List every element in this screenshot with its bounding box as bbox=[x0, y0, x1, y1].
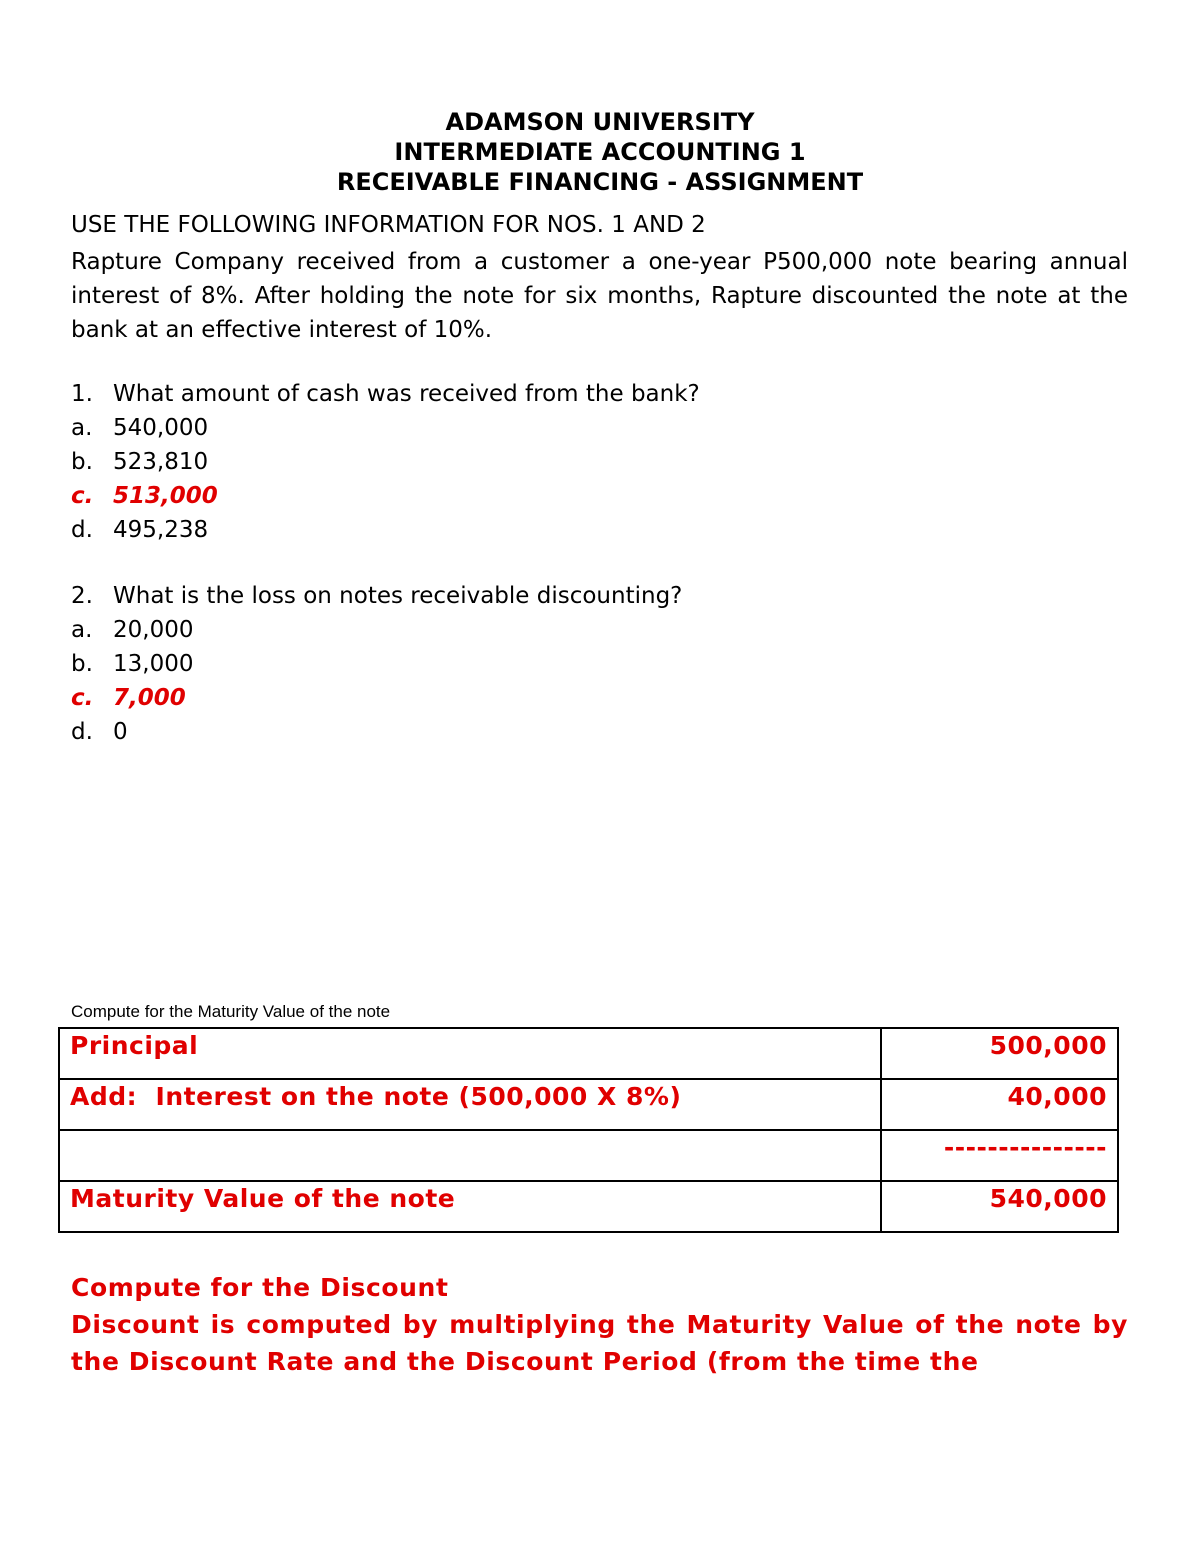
discount-text: Discount is computed by multiplying the Maturity Value of the note by the Discount Rate and the Discount Period (from the time the bbox=[71, 1310, 1128, 1376]
assignment-title: RECEIVABLE FINANCING - ASSIGNMENT bbox=[336, 168, 864, 196]
choice-value: 523,810 bbox=[113, 449, 209, 475]
discount-heading: Compute for the Discount bbox=[71, 1273, 449, 1302]
choice-b bbox=[71, 445, 1128, 479]
maturity-value-table bbox=[58, 1027, 1119, 1233]
university-name: ADAMSON UNIVERSITY bbox=[445, 108, 755, 136]
problem-paragraph: Rapture Company received from a customer a one-year P500,000 note bearing annual interest of 8%. After holding the note for six months, Rapture discounted the note at the bank at an effective interest of 10%. bbox=[71, 249, 1128, 343]
table-row bbox=[59, 1028, 1118, 1079]
question-1-stem bbox=[71, 377, 1128, 411]
choice-b bbox=[71, 647, 1128, 681]
table-row bbox=[59, 1079, 1118, 1130]
choice-value: 540,000 bbox=[113, 415, 209, 441]
row-label bbox=[59, 1130, 881, 1181]
instruction-text: USE THE FOLLOWING INFORMATION FOR NOS. 1 AND 2 bbox=[71, 212, 706, 238]
choice-value: 20,000 bbox=[113, 617, 194, 643]
question-number: 2. bbox=[71, 583, 93, 609]
question-1 bbox=[71, 377, 1128, 547]
discount-section bbox=[71, 1269, 1128, 1380]
row-value: --------------- bbox=[881, 1130, 1118, 1181]
choice-letter: c. bbox=[71, 483, 94, 509]
choice-d bbox=[71, 513, 1128, 547]
choice-c-answer bbox=[71, 479, 1128, 513]
row-label: Maturity Value of the note bbox=[59, 1181, 881, 1232]
choice-c-answer bbox=[71, 681, 1128, 715]
choice-a bbox=[71, 613, 1128, 647]
table-row bbox=[59, 1181, 1118, 1232]
row-label: Add: Interest on the note (500,000 X 8%) bbox=[59, 1079, 881, 1130]
choice-a bbox=[71, 411, 1128, 445]
row-value: 500,000 bbox=[881, 1028, 1118, 1079]
question-number: 1. bbox=[71, 381, 93, 407]
row-label: Principal bbox=[59, 1028, 881, 1079]
row-value: 540,000 bbox=[881, 1181, 1118, 1232]
choice-letter: b. bbox=[71, 651, 93, 677]
choice-letter: d. bbox=[71, 719, 93, 745]
choice-value: 7,000 bbox=[113, 685, 186, 711]
table-row bbox=[59, 1130, 1118, 1181]
choice-value: 13,000 bbox=[113, 651, 194, 677]
choice-value: 495,238 bbox=[113, 517, 209, 543]
question-text: What amount of cash was received from the bank? bbox=[113, 381, 700, 407]
table-caption: Compute for the Maturity Value of the note bbox=[71, 1002, 391, 1021]
choice-letter: a. bbox=[71, 415, 93, 441]
row-value: 40,000 bbox=[881, 1079, 1118, 1130]
question-text: What is the loss on notes receivable discounting? bbox=[113, 583, 683, 609]
choice-d bbox=[71, 715, 1128, 749]
choice-value: 0 bbox=[113, 719, 128, 745]
course-title: INTERMEDIATE ACCOUNTING 1 bbox=[394, 138, 806, 166]
question-2 bbox=[71, 579, 1128, 749]
question-2-stem bbox=[71, 579, 1128, 613]
choice-letter: c. bbox=[71, 685, 94, 711]
document-header bbox=[0, 107, 1200, 197]
choice-letter: a. bbox=[71, 617, 93, 643]
choice-letter: b. bbox=[71, 449, 93, 475]
choice-value: 513,000 bbox=[113, 483, 218, 509]
choice-letter: d. bbox=[71, 517, 93, 543]
